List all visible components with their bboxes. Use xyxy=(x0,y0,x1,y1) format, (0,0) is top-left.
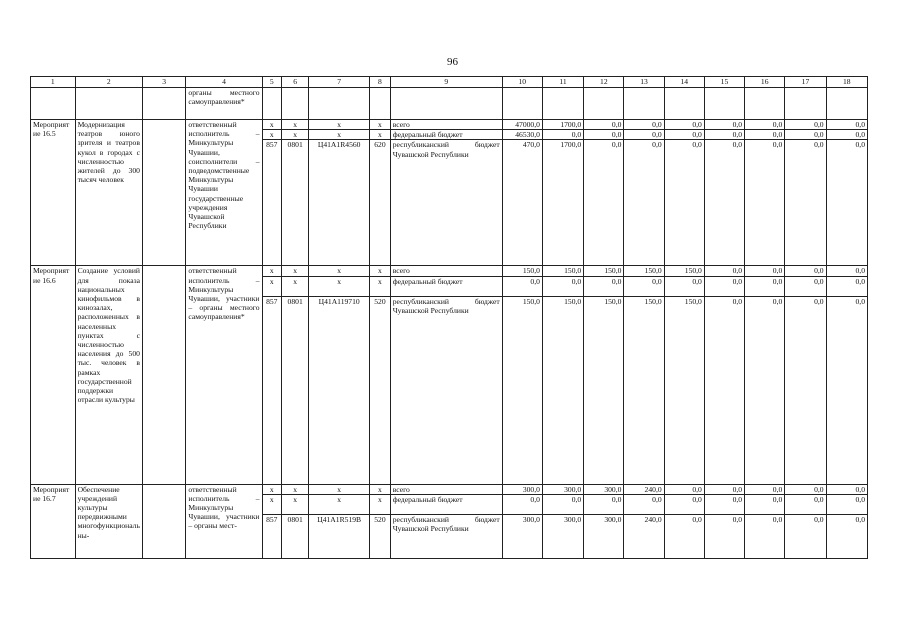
amount-cell: 0,0 xyxy=(704,120,744,130)
amount-cell: 0,0 xyxy=(704,130,744,140)
amount-cell: 300,0 xyxy=(584,514,624,558)
measure-name-cell: Мероприятие 16.5 xyxy=(31,120,76,266)
column-header: 18 xyxy=(826,77,867,88)
amount-cell: 150,0 xyxy=(624,296,664,484)
amount-cell: 0,0 xyxy=(664,130,704,140)
funding-source-cell: всего xyxy=(390,266,502,276)
column-header: 16 xyxy=(745,77,785,88)
section-cell: x xyxy=(282,120,309,130)
column-header: 14 xyxy=(664,77,704,88)
amount-cell: 300,0 xyxy=(502,514,542,558)
expense-type-cell: 520 xyxy=(370,296,391,484)
amount-cell: 0,0 xyxy=(704,276,744,296)
amount-cell: 0,0 xyxy=(704,296,744,484)
grbs-cell: 857 xyxy=(262,140,282,266)
section-cell: x xyxy=(282,130,309,140)
amount-cell: 0,0 xyxy=(704,514,744,558)
section-cell: 0801 xyxy=(282,140,309,266)
amount-cell: 46530,0 xyxy=(502,130,542,140)
amount-cell: 0,0 xyxy=(502,494,542,514)
target-article-cell: x xyxy=(309,266,370,276)
amount-cell: 300,0 xyxy=(542,514,583,558)
grbs-cell: 857 xyxy=(262,296,282,484)
amount-cell: 300,0 xyxy=(584,484,624,494)
column-header: 1 xyxy=(31,77,76,88)
amount-cell: 150,0 xyxy=(502,266,542,276)
amount-cell: 0,0 xyxy=(584,120,624,130)
amount-cell: 0,0 xyxy=(785,514,826,558)
amount-cell: 300,0 xyxy=(502,484,542,494)
amount-cell: 300,0 xyxy=(542,484,583,494)
measure-col3-cell xyxy=(142,266,185,484)
amount-cell: 150,0 xyxy=(624,266,664,276)
grbs-cell: x xyxy=(262,276,282,296)
amount-cell: 0,0 xyxy=(624,140,664,266)
column-header: 11 xyxy=(542,77,583,88)
column-header: 7 xyxy=(309,77,370,88)
continuation-row xyxy=(31,88,868,120)
column-header: 4 xyxy=(186,77,262,88)
amount-cell: 0,0 xyxy=(664,484,704,494)
amount-cell: 150,0 xyxy=(502,296,542,484)
amount-cell: 47000,0 xyxy=(502,120,542,130)
amount-cell: 0,0 xyxy=(745,514,785,558)
target-article-cell: x xyxy=(309,120,370,130)
amount-cell: 0,0 xyxy=(542,276,583,296)
amount-cell: 0,0 xyxy=(785,276,826,296)
table-row xyxy=(31,120,868,130)
amount-cell: 0,0 xyxy=(785,484,826,494)
section-cell: x xyxy=(282,494,309,514)
responsible-cell: ответственный исполнитель – Минкультуры Чувашии, соисполнители – подведомственные Минкультуры Чувашии государственные учреждения Чувашской Республики xyxy=(186,120,262,266)
section-cell: x xyxy=(282,276,309,296)
amount-cell: 0,0 xyxy=(502,276,542,296)
amount-cell: 0,0 xyxy=(664,514,704,558)
amount-cell: 0,0 xyxy=(785,494,826,514)
section-cell: x xyxy=(282,266,309,276)
amount-cell: 0,0 xyxy=(826,120,867,130)
amount-cell: 150,0 xyxy=(542,266,583,276)
amount-cell: 0,0 xyxy=(826,296,867,484)
amount-cell: 0,0 xyxy=(785,266,826,276)
amount-cell: 0,0 xyxy=(745,266,785,276)
amount-cell: 150,0 xyxy=(542,296,583,484)
amount-cell: 0,0 xyxy=(584,494,624,514)
table-row xyxy=(31,266,868,276)
amount-cell: 0,0 xyxy=(826,276,867,296)
amount-cell: 0,0 xyxy=(745,120,785,130)
measure-name-cell: Мероприятие 16.6 xyxy=(31,266,76,484)
column-header: 2 xyxy=(75,77,142,88)
budget-table xyxy=(30,76,868,559)
funding-source-cell: республиканский бюджет Чувашской Республики xyxy=(390,514,502,558)
amount-cell: 0,0 xyxy=(624,494,664,514)
funding-source-cell: республиканский бюджет Чувашской Республики xyxy=(390,296,502,484)
section-cell: 0801 xyxy=(282,514,309,558)
target-article-cell: x xyxy=(309,484,370,494)
grbs-cell: x xyxy=(262,484,282,494)
expense-type-cell: x xyxy=(370,276,391,296)
expense-type-cell: 620 xyxy=(370,140,391,266)
amount-cell: 0,0 xyxy=(785,120,826,130)
column-header: 17 xyxy=(785,77,826,88)
amount-cell: 150,0 xyxy=(584,266,624,276)
amount-cell: 0,0 xyxy=(704,494,744,514)
amount-cell: 0,0 xyxy=(826,140,867,266)
amount-cell: 0,0 xyxy=(664,120,704,130)
column-header: 12 xyxy=(584,77,624,88)
expense-type-cell: 520 xyxy=(370,514,391,558)
amount-cell: 0,0 xyxy=(542,130,583,140)
responsible-cell: органы местного самоуправления* xyxy=(186,88,262,120)
grbs-cell: x xyxy=(262,494,282,514)
amount-cell: 0,0 xyxy=(785,296,826,484)
measure-description-cell: Модернизация театров юного зрителя и театров кукол в городах с численностью жителей до 300 тысяч человек xyxy=(75,120,142,266)
amount-cell: 0,0 xyxy=(745,276,785,296)
amount-cell: 0,0 xyxy=(584,276,624,296)
amount-cell: 0,0 xyxy=(785,140,826,266)
amount-cell: 1700,0 xyxy=(542,120,583,130)
amount-cell: 0,0 xyxy=(584,140,624,266)
target-article-cell: Ц41A1R4560 xyxy=(309,140,370,266)
column-header: 15 xyxy=(704,77,744,88)
amount-cell: 240,0 xyxy=(624,514,664,558)
amount-cell: 0,0 xyxy=(624,276,664,296)
column-header: 5 xyxy=(262,77,282,88)
amount-cell: 1700,0 xyxy=(542,140,583,266)
amount-cell: 0,0 xyxy=(745,296,785,484)
expense-type-cell: x xyxy=(370,266,391,276)
amount-cell: 0,0 xyxy=(624,130,664,140)
responsible-cell: ответственный исполнитель – Минкультуры Чувашии, участники – органы местного самоуправления* xyxy=(186,266,262,484)
table-row xyxy=(31,484,868,494)
measure-description-cell: Создание условий для показа национальных кинофильмов в кинозалах, расположенных в населенных пунктах с численностью населения до 500 тыс. человек в рамках государственной поддержки отрасли культуры xyxy=(75,266,142,484)
header-row xyxy=(31,77,868,88)
expense-type-cell: x xyxy=(370,130,391,140)
amount-cell: 0,0 xyxy=(745,140,785,266)
measure-description-cell: Обеспечение учреждений культуры передвижными многофункциональны- xyxy=(75,484,142,558)
funding-source-cell: республиканский бюджет Чувашской Республики xyxy=(390,140,502,266)
target-article-cell: x xyxy=(309,130,370,140)
amount-cell: 0,0 xyxy=(745,494,785,514)
grbs-cell: x xyxy=(262,266,282,276)
funding-source-cell: федеральный бюджет xyxy=(390,130,502,140)
amount-cell: 0,0 xyxy=(745,484,785,494)
amount-cell: 470,0 xyxy=(502,140,542,266)
amount-cell: 0,0 xyxy=(704,140,744,266)
expense-type-cell: x xyxy=(370,484,391,494)
column-header: 9 xyxy=(390,77,502,88)
measure-name-cell: Мероприятие 16.7 xyxy=(31,484,76,558)
funding-source-cell: федеральный бюджет xyxy=(390,276,502,296)
amount-cell: 150,0 xyxy=(584,296,624,484)
table-body xyxy=(31,88,868,559)
grbs-cell: x xyxy=(262,130,282,140)
expense-type-cell: x xyxy=(370,494,391,514)
amount-cell: 0,0 xyxy=(826,266,867,276)
funding-source-cell: всего xyxy=(390,484,502,494)
column-header: 8 xyxy=(370,77,391,88)
amount-cell: 150,0 xyxy=(664,266,704,276)
amount-cell: 0,0 xyxy=(826,484,867,494)
amount-cell: 0,0 xyxy=(542,494,583,514)
target-article-cell: x xyxy=(309,276,370,296)
column-header: 13 xyxy=(624,77,664,88)
amount-cell: 0,0 xyxy=(704,484,744,494)
column-header: 6 xyxy=(282,77,309,88)
column-header: 3 xyxy=(142,77,185,88)
expense-type-cell: x xyxy=(370,120,391,130)
grbs-cell: x xyxy=(262,120,282,130)
section-cell: x xyxy=(282,484,309,494)
amount-cell: 0,0 xyxy=(664,276,704,296)
responsible-cell: ответственный исполнитель – Минкультуры Чувашии, участники – органы мест- xyxy=(186,484,262,558)
grbs-cell: 857 xyxy=(262,514,282,558)
amount-cell: 0,0 xyxy=(785,130,826,140)
amount-cell: 240,0 xyxy=(624,484,664,494)
amount-cell: 0,0 xyxy=(826,494,867,514)
funding-source-cell: всего xyxy=(390,120,502,130)
funding-source-cell: федеральный бюджет xyxy=(390,494,502,514)
target-article-cell: Ц41A1R519B xyxy=(309,514,370,558)
amount-cell: 0,0 xyxy=(584,130,624,140)
measure-col3-cell xyxy=(142,120,185,266)
amount-cell: 0,0 xyxy=(704,266,744,276)
amount-cell: 0,0 xyxy=(745,130,785,140)
section-cell: 0801 xyxy=(282,296,309,484)
target-article-cell: Ц41A119710 xyxy=(309,296,370,484)
amount-cell: 0,0 xyxy=(826,130,867,140)
amount-cell: 150,0 xyxy=(664,296,704,484)
measure-col3-cell xyxy=(142,484,185,558)
column-header: 10 xyxy=(502,77,542,88)
amount-cell: 0,0 xyxy=(826,514,867,558)
target-article-cell: x xyxy=(309,494,370,514)
page-number: 96 xyxy=(447,56,458,68)
amount-cell: 0,0 xyxy=(664,494,704,514)
amount-cell: 0,0 xyxy=(624,120,664,130)
amount-cell: 0,0 xyxy=(664,140,704,266)
